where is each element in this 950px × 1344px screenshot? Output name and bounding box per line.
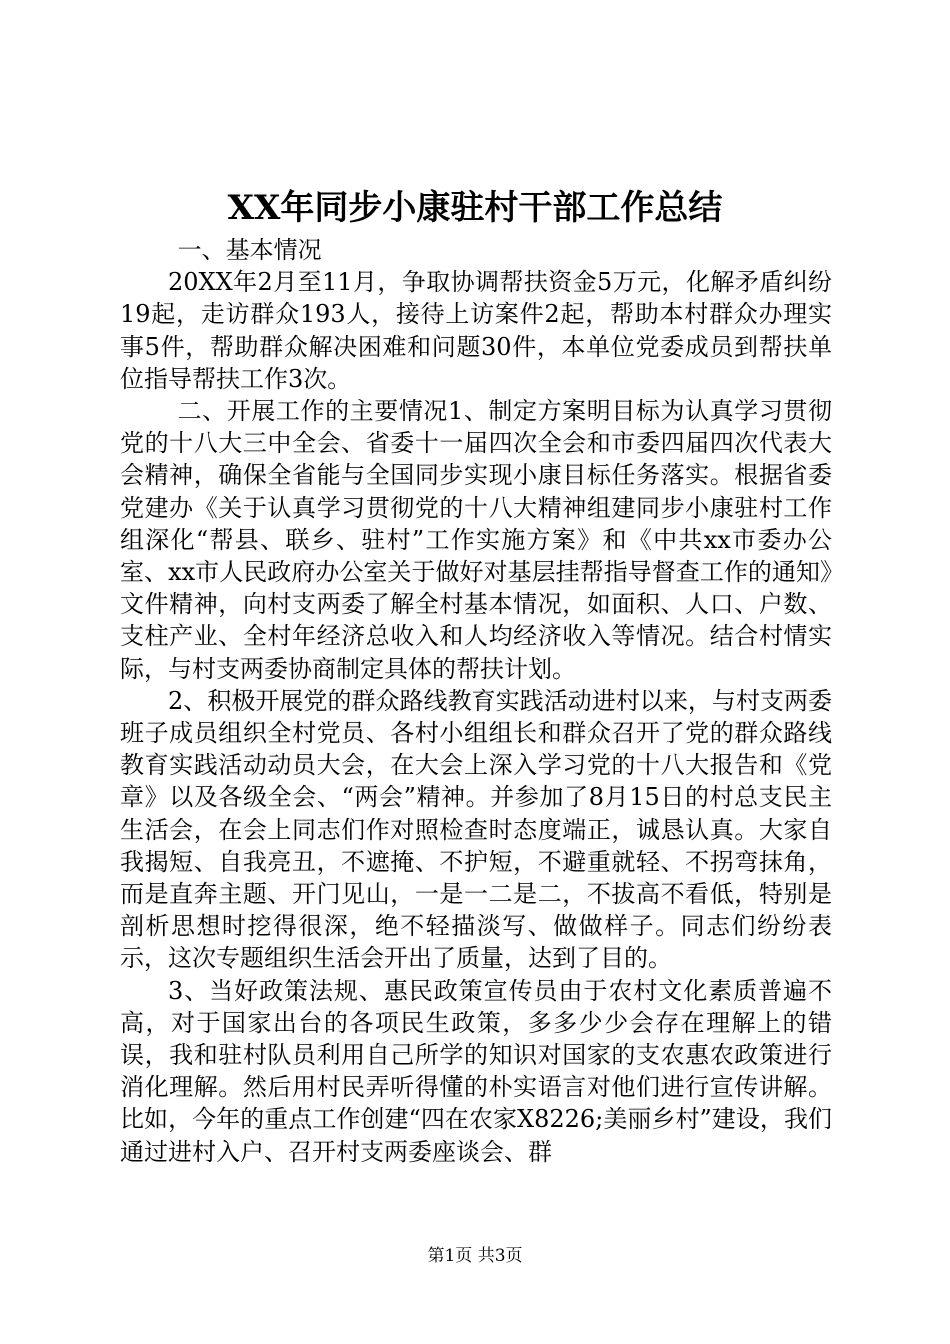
section-heading-basic: 一、基本情况 <box>177 236 322 264</box>
paragraph-main-work: 二、开展工作的主要情况1、制定方案明目标为认真学习贯彻党的十八大三中全会、省委十一届四次全会和市委四届四次代表大会精神，确保全省能与全国同步实现小康目标任务落实。根据省委党建办《关于认真学习贯彻党的十八大精神组建同步小康驻村工作组深化“帮县、联乡、驻村”工作实施方案》和《中共xx市委办公室、xx市人民政府办公室关于做好对基层挂帮指导督查工作的通知》文件精神，向村支两委了解全村基本情况，如面积、人口、户数、支柱产业、全村年经济总收入和人均经济收入等情况。结合村情实际，与村支两委协商制定具体的帮扶计划。 <box>120 397 832 683</box>
document-title: XX年同步小康驻村干部工作总结 <box>227 188 723 228</box>
document-body <box>120 234 832 1168</box>
paragraph-basic-info: 20XX年2月至11月，争取协调帮扶资金5万元，化解矛盾纠纷19起，走访群众193人，接待上访案件2起，帮助本村群众办理实事5件，帮助群众解决困难和问题30件，本单位党委成员到帮扶单位指导帮扶工作3次。 <box>120 268 832 393</box>
paragraph-mass-line: 2、积极开展党的群众路线教育实践活动进村以来，与村支两委班子成员组织全村党员、各村小组组长和群众召开了党的群众路线教育实践活动动员大会，在大会上深入学习党的十八大报告和《党章》以及各级全会、“两会”精神。并参加了8月15日的村总支民主生活会，在会上同志们作对照检查时态度端正，诚恳认真。大家自我揭短、自我亮丑，不遮掩、不护短，不避重就轻、不拐弯抹角，而是直奔主题、开门见山，一是一二是二，不拔高不看低，特别是剖析思想时挖得很深，绝不轻描淡写、做做样子。同志们纷纷表示，这次专题组织生活会开出了质量，达到了目的。 <box>120 686 832 973</box>
paragraph-policy-publicity: 3、当好政策法规、惠民政策宣传员由于农村文化素质普遍不高，对于国家出台的各项民生政策，多多少少会存在理解上的错误，我和驻村队员利用自己所学的知识对国家的支农惠农政策进行消化理解。然后用村民弄听得懂的朴实语言对他们进行宣传讲解。比如，今年的重点工作创建“四在农家X8226;美丽乡村”建设，我们通过进村入户、召开村支两委座谈会、群 <box>120 976 832 1166</box>
page-indicator: 第1页 共3页 <box>427 1246 523 1266</box>
